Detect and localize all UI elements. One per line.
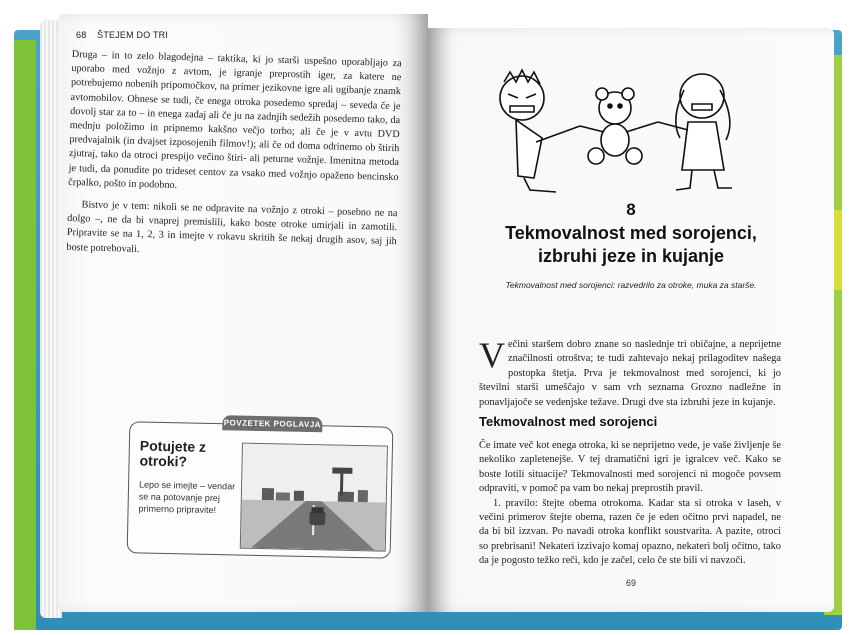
paragraph: Če imate več kot enega otroka, ki se neprijetno vede, je vaše življenje še nekoliko zapletenejše. V tej dramatični igri je igralcev več. Kako se boste lotili situacije? Tekmovalnosti med sorojenci ni mogoče povsem odpraviti, v pomoč pa vam bo nekaj preprostih pravil. xyxy=(479,440,781,495)
chapter-number: 8 xyxy=(626,200,636,219)
section-heading: Tekmovalnost med sorojenci xyxy=(479,414,658,429)
summary-title: Potujete z otroki? xyxy=(139,437,207,470)
paragraph: Druga – in to zelo blagodejna – taktika, ki jo starši uspešno uporabljajo za uporabo med vožnjo z avtom, je igranje preprostih iger, za katere ne potrebujemo nobenih pripomočkov, na primer jezikovne igre ali ugibanje znamk avtomobilov. Obnese se tudi, če enega otroka posedemo spredaj – seveda če je dovolj star za to – in enega zadaj ali če ju na zadnjih sedežih posedemo tako, da mednju položimo in pripnemo kakšno večjo torbo; ali če je v avtu DVD predvajalnik (in dvajset izposojenih filmov!); ali če od doma odrinemo ob štirih zjutraj, tako da otroci prespijo večino štiri- ali peturne vožnje. Imenitna metoda je tudi, da ponudite po trideset centov za vsako med vožnjo opaženo bencinsko črpalko, pošto in podobno. xyxy=(68,48,402,191)
paragraph: 1. pravilo: štejte obema otrokoma. Kadar sta si otroka v laseh, v večini primerov štejte obema, razen če je eden očitno prvi napadel, ne da bi bil izzvan. Po navadi otroka konflikt soustvarita. A pazite, otroci so prebrisani! Nekateri izzivajo komaj opazno, nekateri bolj očitno, tako da je pogosto težko reči, kdo je začel, celo če ste bili vi navzoči. xyxy=(479,497,781,567)
chapter-title xyxy=(428,222,834,268)
running-head xyxy=(76,30,176,40)
left-page-number: 68 xyxy=(76,30,87,40)
section-body xyxy=(479,439,781,569)
chapter-title-line-2: izbruhi jeze in kujanje xyxy=(537,246,725,266)
chapter-intro xyxy=(479,335,781,410)
right-page-number: 69 xyxy=(625,578,636,588)
cover-spine-green xyxy=(14,40,36,630)
car-road-illustration xyxy=(240,443,388,552)
running-head-title: ŠTEJEM DO TRI xyxy=(97,30,169,40)
siblings-tug-of-war-illustration xyxy=(470,60,760,200)
left-body-text xyxy=(66,48,402,264)
summary-text: Lepo se imejte – vendar se na potovanje prej primerno pripravite! xyxy=(138,479,236,516)
chapter-summary-box xyxy=(127,418,394,558)
drop-cap: V xyxy=(479,335,505,375)
summary-tab-label: POVZETEK POGLAVJA xyxy=(222,415,322,432)
paragraph: Bistvo je v tem: nikoli se ne odpravite na vožnjo z otroki – posebno ne na dolgo –, ne da bi vnaprej premislili, kako boste otroke umirjali in zamotili. Pripravite se na 1, 2, 3 in imejte v rokavu skritih še nekaj drugih asov, saj jih boste potrebovali. xyxy=(66,199,398,255)
intro-text: ečini staršem dobro znane so naslednje tri običajne, a neprijetne značilnosti otroštva; te tudi zahtevajo nekaj prilagoditev našega postopka štetja. Prva je tekmovalnost med sorojenci, ki jo številni starši umeščajo v sam vrh seznama Grozno nadležne in ponavljajoče se vedenjske težave. Drugi dve sta izbruhi jeze in kujanje. xyxy=(479,339,781,408)
chapter-title-line-1: Tekmovalnost med sorojenci, xyxy=(505,223,757,243)
chapter-subtitle: Tekmovalnost med sorojenci: razvedrilo za otroke, muka za starše. xyxy=(505,280,757,290)
